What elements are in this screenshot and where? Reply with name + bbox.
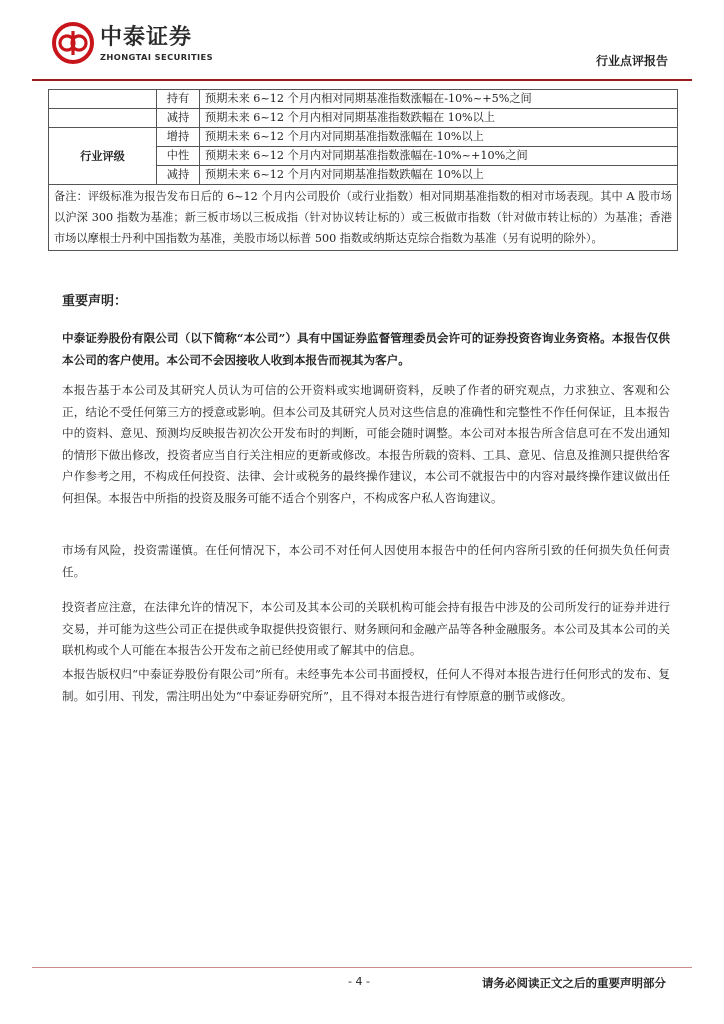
declaration-title: 重要声明：: [62, 294, 128, 309]
table-row: [49, 128, 678, 147]
declaration-paragraph: 中泰证券股份有限公司（以下简称“本公司”）具有中国证券监督管理委员会许可的证券投资咨询业务资格。本报告仅供本公司的客户使用。本公司不会因接收人收到本报告而视其为客户。: [62, 331, 670, 367]
declaration-paragraph: 投资者应注意，在法律允许的情况下，本公司及其本公司的关联机构可能会持有报告中涉及的公司所发行的证券并进行交易，并可能为这些公司正在提供或争取提供投资银行、财务顾问和金融产品等各种金融服务。本公司及其本公司的关联机构或个人可能在本报告公开发布之前已经使用或了解其中的信息。: [62, 600, 670, 658]
zhongtai-logo-icon: [52, 22, 94, 64]
declaration-paragraph: 本报告基于本公司及其研究人员认为可信的公开资料或实地调研资料，反映了作者的研究观点，力求独立、客观和公正，结论不受任何第三方的授意或影响。但本公司及其研究人员对这些信息的准确性和完整性不作任何保证，且本报告中的资料、意见、预测均反映报告初次公开发布时的判断，可能会随时调整。本公司对本报告所含信息可在不发出通知的情形下做出修改，投资者应当自行关注相应的更新或修改。本报告所载的资料、工具、意见、信息及推测只提供给客户作参考之用，不构成任何投资、法律、会计或税务的最终操作建议，本公司不就报告中的内容对最终操作建议做出任何担保。本报告中所指的投资及服务可能不适合个别客户，不构成客户私人咨询建议。: [62, 383, 670, 505]
table-row: [49, 185, 678, 251]
page-header: [0, 0, 724, 80]
rating-category-cell: [49, 109, 157, 128]
table-row: [49, 109, 678, 128]
rating-desc-cell: 预期未来 6~12 个月内相对同期基准指数涨幅在-10%~+5%之间: [200, 90, 678, 109]
brand-name-en: ZHONGTAI SECURITIES: [100, 52, 213, 62]
header-divider: [32, 79, 692, 81]
rating-level-cell: 减持: [157, 166, 200, 185]
rating-level-cell: 增持: [157, 128, 200, 147]
footer-notice: 请务必阅读正文之后的重要声明部分: [482, 976, 666, 990]
table-row: [49, 90, 678, 109]
page-number: - 4 -: [348, 975, 370, 988]
rating-desc-cell: 预期未来 6~12 个月内对同期基准指数跌幅在 10%以上: [200, 166, 678, 185]
rating-category-cell: 行业评级: [49, 128, 157, 185]
rating-level-cell: 减持: [157, 109, 200, 128]
declaration-paragraph: 市场有风险，投资需谨慎。在任何情况下，本公司不对任何人因使用本报告中的任何内容所引致的任何损失负任何责任。: [62, 543, 670, 579]
rating-level-cell: 持有: [157, 90, 200, 109]
rating-desc-cell: 预期未来 6~12 个月内对同期基准指数涨幅在-10%~+10%之间: [200, 147, 678, 166]
footer-divider: [32, 967, 692, 968]
rating-level-cell: 中性: [157, 147, 200, 166]
brand-name-cn: 中泰证券: [100, 25, 193, 50]
rating-standards-table: [48, 89, 678, 251]
rating-desc-cell: 预期未来 6~12 个月内相对同期基准指数跌幅在 10%以上: [200, 109, 678, 128]
declaration-paragraph: 本报告版权归“中泰证券股份有限公司”所有。未经事先本公司书面授权，任何人不得对本报告进行任何形式的发布、复制。如引用、刊发，需注明出处为“中泰证券研究所”，且不得对本报告进行有悖原意的删节或修改。: [62, 667, 670, 703]
rating-desc-cell: 预期未来 6~12 个月内对同期基准指数涨幅在 10%以上: [200, 128, 678, 147]
rating-category-cell: [49, 90, 157, 109]
report-type-label: 行业点评报告: [595, 54, 668, 68]
rating-note-cell: 备注：评级标准为报告发布日后的 6~12 个月内公司股价（或行业指数）相对同期基准指数的相对市场表现。其中 A 股市场以沪深 300 指数为基准；新三板市场以三板成指（针对协议转让标的）或三板做市指数（针对做市转让标的）为基准；香港市场以摩根士丹利中国指数为基准，美股市场以标普 500 指数或纳斯达克综合指数为基准（另有说明的除外）。: [49, 185, 678, 251]
